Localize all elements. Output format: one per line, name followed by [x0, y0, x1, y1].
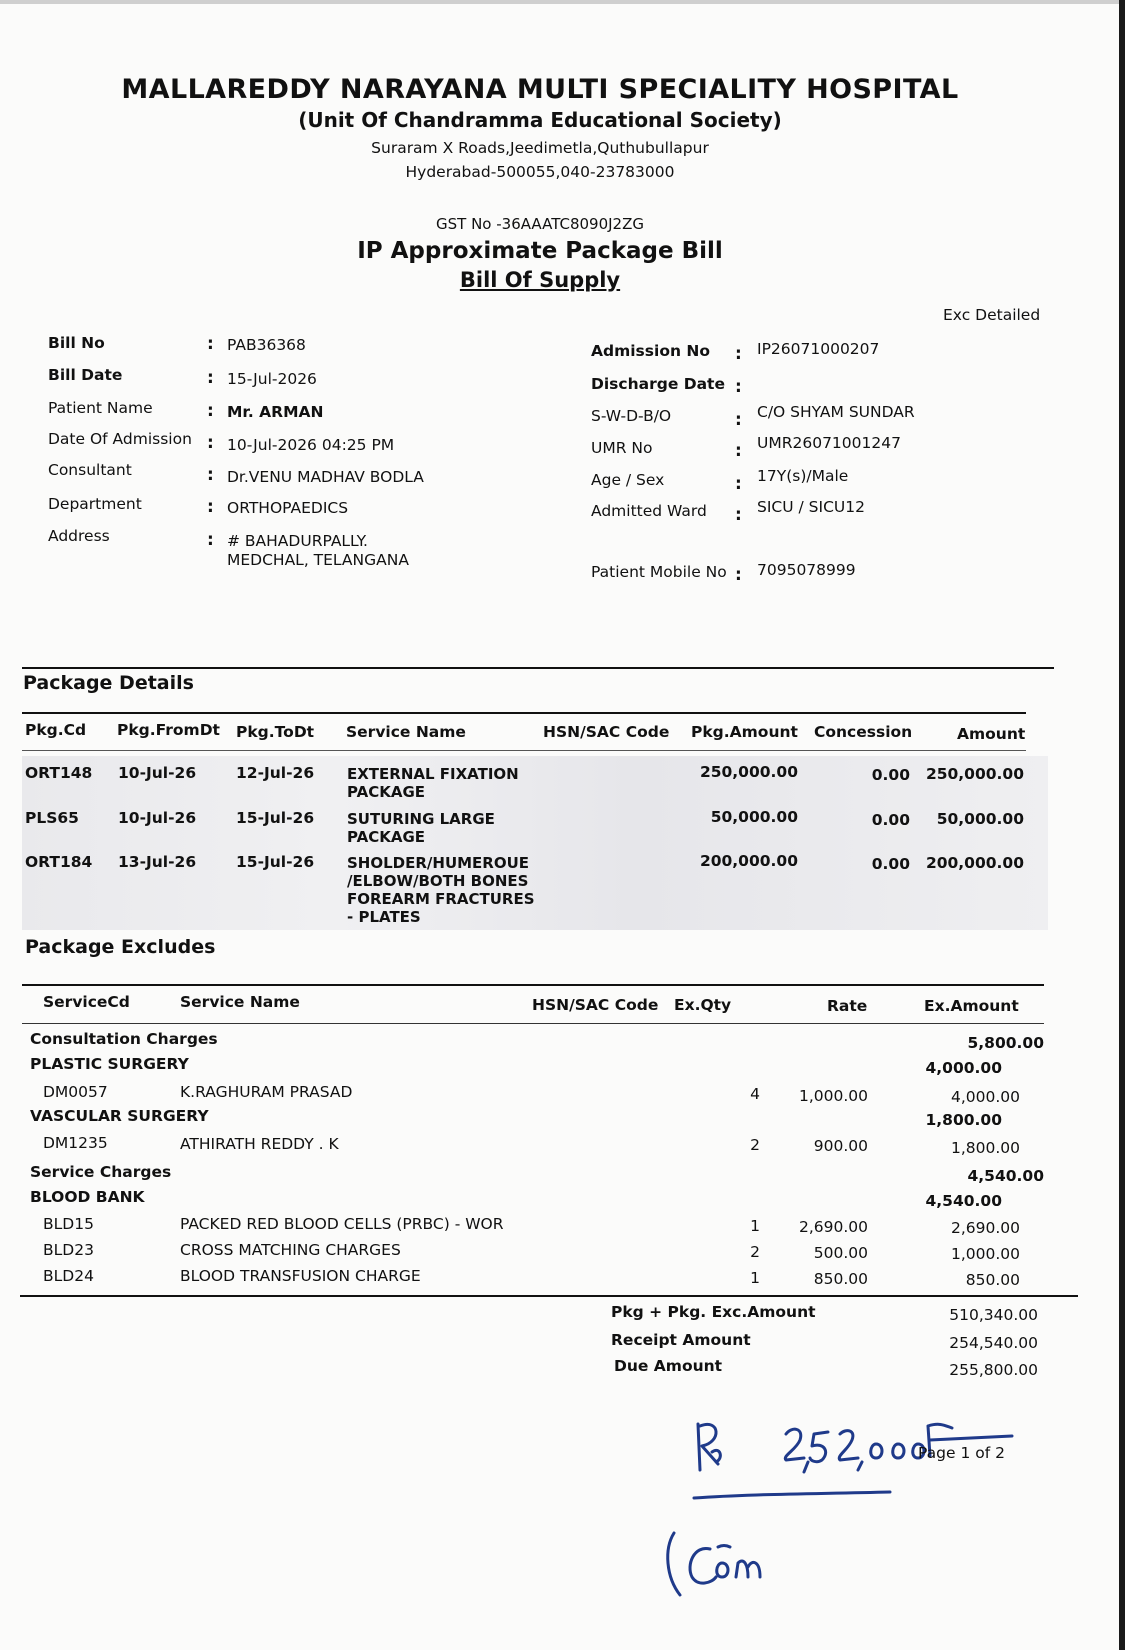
item-code: DM1235 — [43, 1134, 108, 1152]
col-amount: Amount — [957, 725, 1026, 743]
pkg-code: ORT148 — [25, 764, 93, 782]
address-line-1: Suraram X Roads,Jeedimetla,Quthubullapur — [371, 139, 709, 157]
total-label: Pkg + Pkg. Exc.Amount — [611, 1303, 816, 1321]
col-rate: Rate — [827, 997, 868, 1015]
receipt-value: 254,540.00 — [949, 1334, 1038, 1352]
item-name: BLOOD TRANSFUSION CHARGE — [180, 1267, 421, 1285]
receipt-label: Receipt Amount — [611, 1331, 751, 1349]
age-sex-label: Age / Sex — [591, 471, 665, 489]
patient-name-value: Mr. ARMAN — [227, 403, 324, 421]
col-pkg-to: Pkg.ToDt — [236, 723, 315, 741]
colon: : — [207, 497, 214, 517]
item-rate: 1,000.00 — [798, 1087, 868, 1105]
colon: : — [735, 505, 742, 525]
item-code: BLD23 — [43, 1241, 94, 1259]
item-amount: 850.00 — [965, 1271, 1020, 1289]
page-top-edge — [0, 0, 1125, 4]
divider — [20, 1295, 1078, 1297]
admission-no-value: IP26071000207 — [757, 340, 880, 358]
pkg-amount: 250,000.00 — [699, 763, 798, 781]
subgroup-name: BLOOD BANK — [30, 1188, 145, 1206]
item-rate: 2,690.00 — [798, 1218, 868, 1236]
pkg-amount: 200,000.00 — [699, 852, 798, 870]
colon: : — [735, 377, 742, 397]
handwritten-amount — [690, 1412, 1020, 1512]
package-details-title: Package Details — [23, 672, 194, 694]
item-amount: 1,000.00 — [950, 1245, 1020, 1263]
pkg-code: PLS65 — [25, 809, 79, 827]
package-excludes-title: Package Excludes — [25, 936, 216, 958]
subgroup-name: VASCULAR SURGERY — [30, 1107, 209, 1125]
pkg-concession: 0.00 — [871, 766, 910, 784]
mobile-no-label: Patient Mobile No — [591, 563, 727, 581]
item-name: PACKED RED BLOOD CELLS (PRBC) - WOR — [180, 1215, 504, 1233]
col-pkg-cd: Pkg.Cd — [25, 721, 87, 739]
item-name: K.RAGHURAM PRASAD — [180, 1083, 353, 1101]
bill-no-value: PAB36368 — [227, 336, 306, 354]
col-ex-qty: Ex.Qty — [674, 996, 732, 1014]
item-amount: 4,000.00 — [950, 1088, 1020, 1106]
subgroup-total: 4,540.00 — [925, 1192, 1002, 1210]
item-qty: 2 — [750, 1136, 760, 1154]
colon: : — [207, 401, 214, 421]
col-hsn: HSN/SAC Code — [543, 723, 670, 741]
group-total: 4,540.00 — [967, 1167, 1044, 1185]
pkg-service-name: SUTURING LARGE PACKAGE — [347, 810, 495, 846]
admission-date-value: 10-Jul-2026 04:25 PM — [227, 436, 395, 454]
col-concession: Concession — [814, 723, 913, 741]
address-label: Address — [48, 527, 110, 545]
item-qty: 1 — [750, 1269, 760, 1287]
pkg-to-date: 12-Jul-26 — [236, 764, 315, 782]
due-value: 255,800.00 — [949, 1361, 1038, 1379]
pkg-row-amount: 200,000.00 — [925, 854, 1024, 872]
admitted-ward-value: SICU / SICU12 — [757, 498, 865, 516]
colon: : — [735, 474, 742, 494]
department-label: Department — [48, 495, 142, 513]
pkg-concession: 0.00 — [871, 811, 910, 829]
item-qty: 2 — [750, 1243, 760, 1261]
age-sex-value: 17Y(s)/Male — [757, 467, 849, 485]
colon: : — [207, 465, 214, 485]
pkg-row-amount: 250,000.00 — [925, 765, 1024, 783]
pkg-service-name: SHOLDER/HUMEROUE /ELBOW/BOTH BONES FOREARM FRACTURES - PLATES — [347, 854, 535, 926]
divider — [22, 712, 1026, 714]
admitted-ward-label: Admitted Ward — [591, 502, 707, 520]
item-name: CROSS MATCHING CHARGES — [180, 1241, 401, 1259]
item-rate: 900.00 — [813, 1137, 868, 1155]
item-code: BLD24 — [43, 1267, 94, 1285]
bill-title: IP Approximate Package Bill — [357, 238, 723, 264]
bill-subtitle-text: Bill Of Supply — [459, 268, 621, 292]
col-ex-amount: Ex.Amount — [924, 997, 1019, 1015]
colon: : — [207, 368, 214, 388]
page-right-edge — [1119, 0, 1125, 1650]
divider — [22, 750, 1026, 751]
item-qty: 1 — [750, 1217, 760, 1235]
address-value-line2: MEDCHAL, TELANGANA — [227, 551, 409, 569]
pkg-code: ORT184 — [25, 853, 93, 871]
divider — [22, 667, 1054, 669]
colon: : — [735, 344, 742, 364]
address-line-2: Hyderabad-500055,040-23783000 — [405, 163, 675, 181]
subgroup-total: 4,000.00 — [925, 1059, 1002, 1077]
col-ex-service-name: Service Name — [180, 993, 300, 1011]
subgroup-total: 1,800.00 — [925, 1111, 1002, 1129]
pkg-to-date: 15-Jul-26 — [236, 809, 315, 827]
bill-subtitle — [0, 268, 1080, 292]
group-total: 5,800.00 — [967, 1034, 1044, 1052]
pkg-to-date: 15-Jul-26 — [236, 853, 315, 871]
item-rate: 500.00 — [813, 1244, 868, 1262]
group-name: Consultation Charges — [30, 1030, 218, 1048]
pkg-concession: 0.00 — [871, 855, 910, 873]
pkg-from-date: 10-Jul-26 — [118, 764, 197, 782]
pkg-from-date: 13-Jul-26 — [118, 853, 197, 871]
col-ex-hsn: HSN/SAC Code — [532, 996, 659, 1014]
colon: : — [735, 565, 742, 585]
gst-number: GST No -36AAATC8090J2ZG — [436, 215, 644, 233]
patient-name-label: Patient Name — [48, 399, 153, 417]
item-rate: 850.00 — [813, 1270, 868, 1288]
item-qty: 4 — [750, 1085, 760, 1103]
bill-no-label: Bill No — [48, 334, 105, 352]
colon: : — [735, 441, 742, 461]
col-pkg-amount: Pkg.Amount — [691, 723, 798, 741]
admission-date-label: Date Of Admission — [48, 430, 192, 448]
relation-label: S-W-D-B/O — [591, 407, 672, 425]
relation-value: C/O SHYAM SUNDAR — [757, 403, 915, 421]
colon: : — [207, 530, 214, 550]
col-service-name: Service Name — [346, 723, 466, 741]
bill-date-label: Bill Date — [48, 366, 123, 384]
umr-no-label: UMR No — [591, 439, 653, 457]
total-value: 510,340.00 — [949, 1306, 1038, 1324]
mobile-no-value: 7095078999 — [757, 561, 856, 579]
bill-date-value: 15-Jul-2026 — [227, 370, 317, 388]
item-code: BLD15 — [43, 1215, 94, 1233]
item-name: ATHIRATH REDDY . K — [180, 1135, 339, 1153]
divider — [22, 984, 1044, 986]
page-number: Page 1 of 2 — [918, 1444, 1005, 1462]
consultant-label: Consultant — [48, 461, 132, 479]
admission-no-label: Admission No — [591, 342, 711, 360]
subgroup-name: PLASTIC SURGERY — [30, 1055, 189, 1073]
hospital-unit: (Unit Of Chandramma Educational Society) — [298, 108, 782, 132]
handwritten-note — [660, 1525, 800, 1605]
col-pkg-from: Pkg.FromDt — [117, 721, 220, 739]
address-value-line1: # BAHADURPALLY. — [227, 532, 368, 550]
colon: : — [207, 433, 214, 453]
colon: : — [207, 334, 214, 354]
umr-no-value: UMR26071001247 — [757, 434, 901, 452]
item-amount: 1,800.00 — [950, 1139, 1020, 1157]
pkg-from-date: 10-Jul-26 — [118, 809, 197, 827]
due-label: Due Amount — [614, 1357, 723, 1375]
consultant-value: Dr.VENU MADHAV BODLA — [227, 468, 424, 486]
item-amount: 2,690.00 — [950, 1219, 1020, 1237]
pkg-row-amount: 50,000.00 — [936, 810, 1024, 828]
group-name: Service Charges — [30, 1163, 172, 1181]
colon: : — [735, 410, 742, 430]
pkg-service-name: EXTERNAL FIXATION PACKAGE — [347, 765, 519, 801]
item-code: DM0057 — [43, 1083, 108, 1101]
col-service-cd: ServiceCd — [43, 993, 130, 1011]
exc-detailed-label: Exc Detailed — [943, 306, 1041, 324]
divider — [22, 1023, 1044, 1024]
pkg-amount: 50,000.00 — [710, 808, 798, 826]
discharge-date-label: Discharge Date — [591, 375, 725, 393]
hospital-name: MALLAREDDY NARAYANA MULTI SPECIALITY HOSPITAL — [121, 74, 959, 105]
department-value: ORTHOPAEDICS — [227, 499, 349, 517]
